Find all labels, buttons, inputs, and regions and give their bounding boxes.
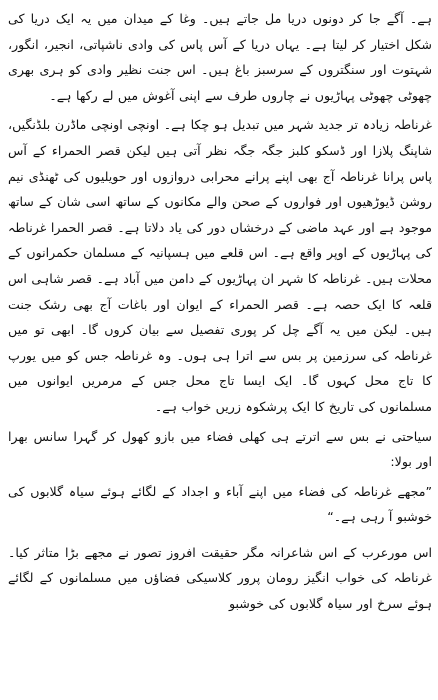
paragraph-valley: ہے۔ آگے جا کر دونوں دریا مل جاتے ہیں۔ وغا کے میدان میں یہ ایک دریا کی شکل اختیار کر لیتا ہے۔ یہاں دریا کے آس پاس کی وادی ناشپاتی، انجیر، انگور، شہتوت اور سنگتروں کے سرسبز باغ ہیں۔ اس جنت نظیر وادی کو ہری بھری چھوٹی چھوٹی پہاڑیوں نے چاروں طرف سے اپنی آغوش میں لے رکھا ہے۔	[8, 11, 432, 103]
paragraph-granada-city: غرناطہ زیادہ تر جدید شہر میں تبدیل ہو چکا ہے۔ اونچی اونچی ماڈرن بلڈنگیں، شاپنگ پلازا اور ڈسکو کلبز جگہ جگہ نظر آتی ہیں لیکن قصر الحمراء کے آس پاس پرانا غرناطہ آج بھی اپنے پرانے محرابی دروازوں اور حویلیوں کی ٹھنڈی نیم روشن ڈیوڑھیوں اور فواروں کے صحن والے مکانوں کے ساتھ اسی شان کے ساتھ موجود ہے اور عہد ماضی کے درخشاں دور کی یاد دلاتا ہے۔ قصر الحمرا غرناطہ کی پہاڑیوں کے اوپر واقع ہے۔ اس قلعے میں ہسپانیہ کے مسلمان حکمرانوں کے محلات ہیں۔ غرناطہ کا شہر ان پہاڑیوں کے دامن میں آباد ہے۔ قصر شاہی اس قلعہ کا ایک حصہ ہے۔ قصر الحمراء کے ایوان اور باغات آج بھی رشک جنت ہیں۔ لیکن میں یہ آگے چل کر پوری تفصیل سے بیان کروں گا۔ ابھی تو میں غرناطہ کی سرزمین پر بس سے اترا ہی ہوں۔ وہ غرناطہ جس کو میں یورپ کا تاج محل کہوں گا۔ ایک ایسا تاج محل جس کے مرمریں ایوانوں میں مسلمانوں کی تاریخ کا ایک پرشکوہ زریں خواب ہے۔	[8, 117, 432, 414]
paragraph-traveler-intro: سیاحتی نے بس سے اترتے ہی کھلی فضاء میں بازو کھول کر گہرا سانس بھرا اور بولا:	[8, 428, 432, 470]
paragraph-reflection: اس مورعرب کے اس شاعرانہ مگر حقیقت افروز تصور نے مجھے بڑا متاثر کیا۔ غرناطہ کی خواب انگیز رومان پرور کلاسیکی فضاؤں میں مسلمانوں کے لگائے ہوئے سرخ اور سیاہ گلابوں کی خوشبو	[8, 544, 432, 612]
paragraph-quote: ”مجھے غرناطہ کی فضاء میں اپنے آباء و اجداد کے لگائے ہوئے سیاہ گلابوں کی خوشبو آ رہی ہے۔“	[8, 483, 432, 525]
